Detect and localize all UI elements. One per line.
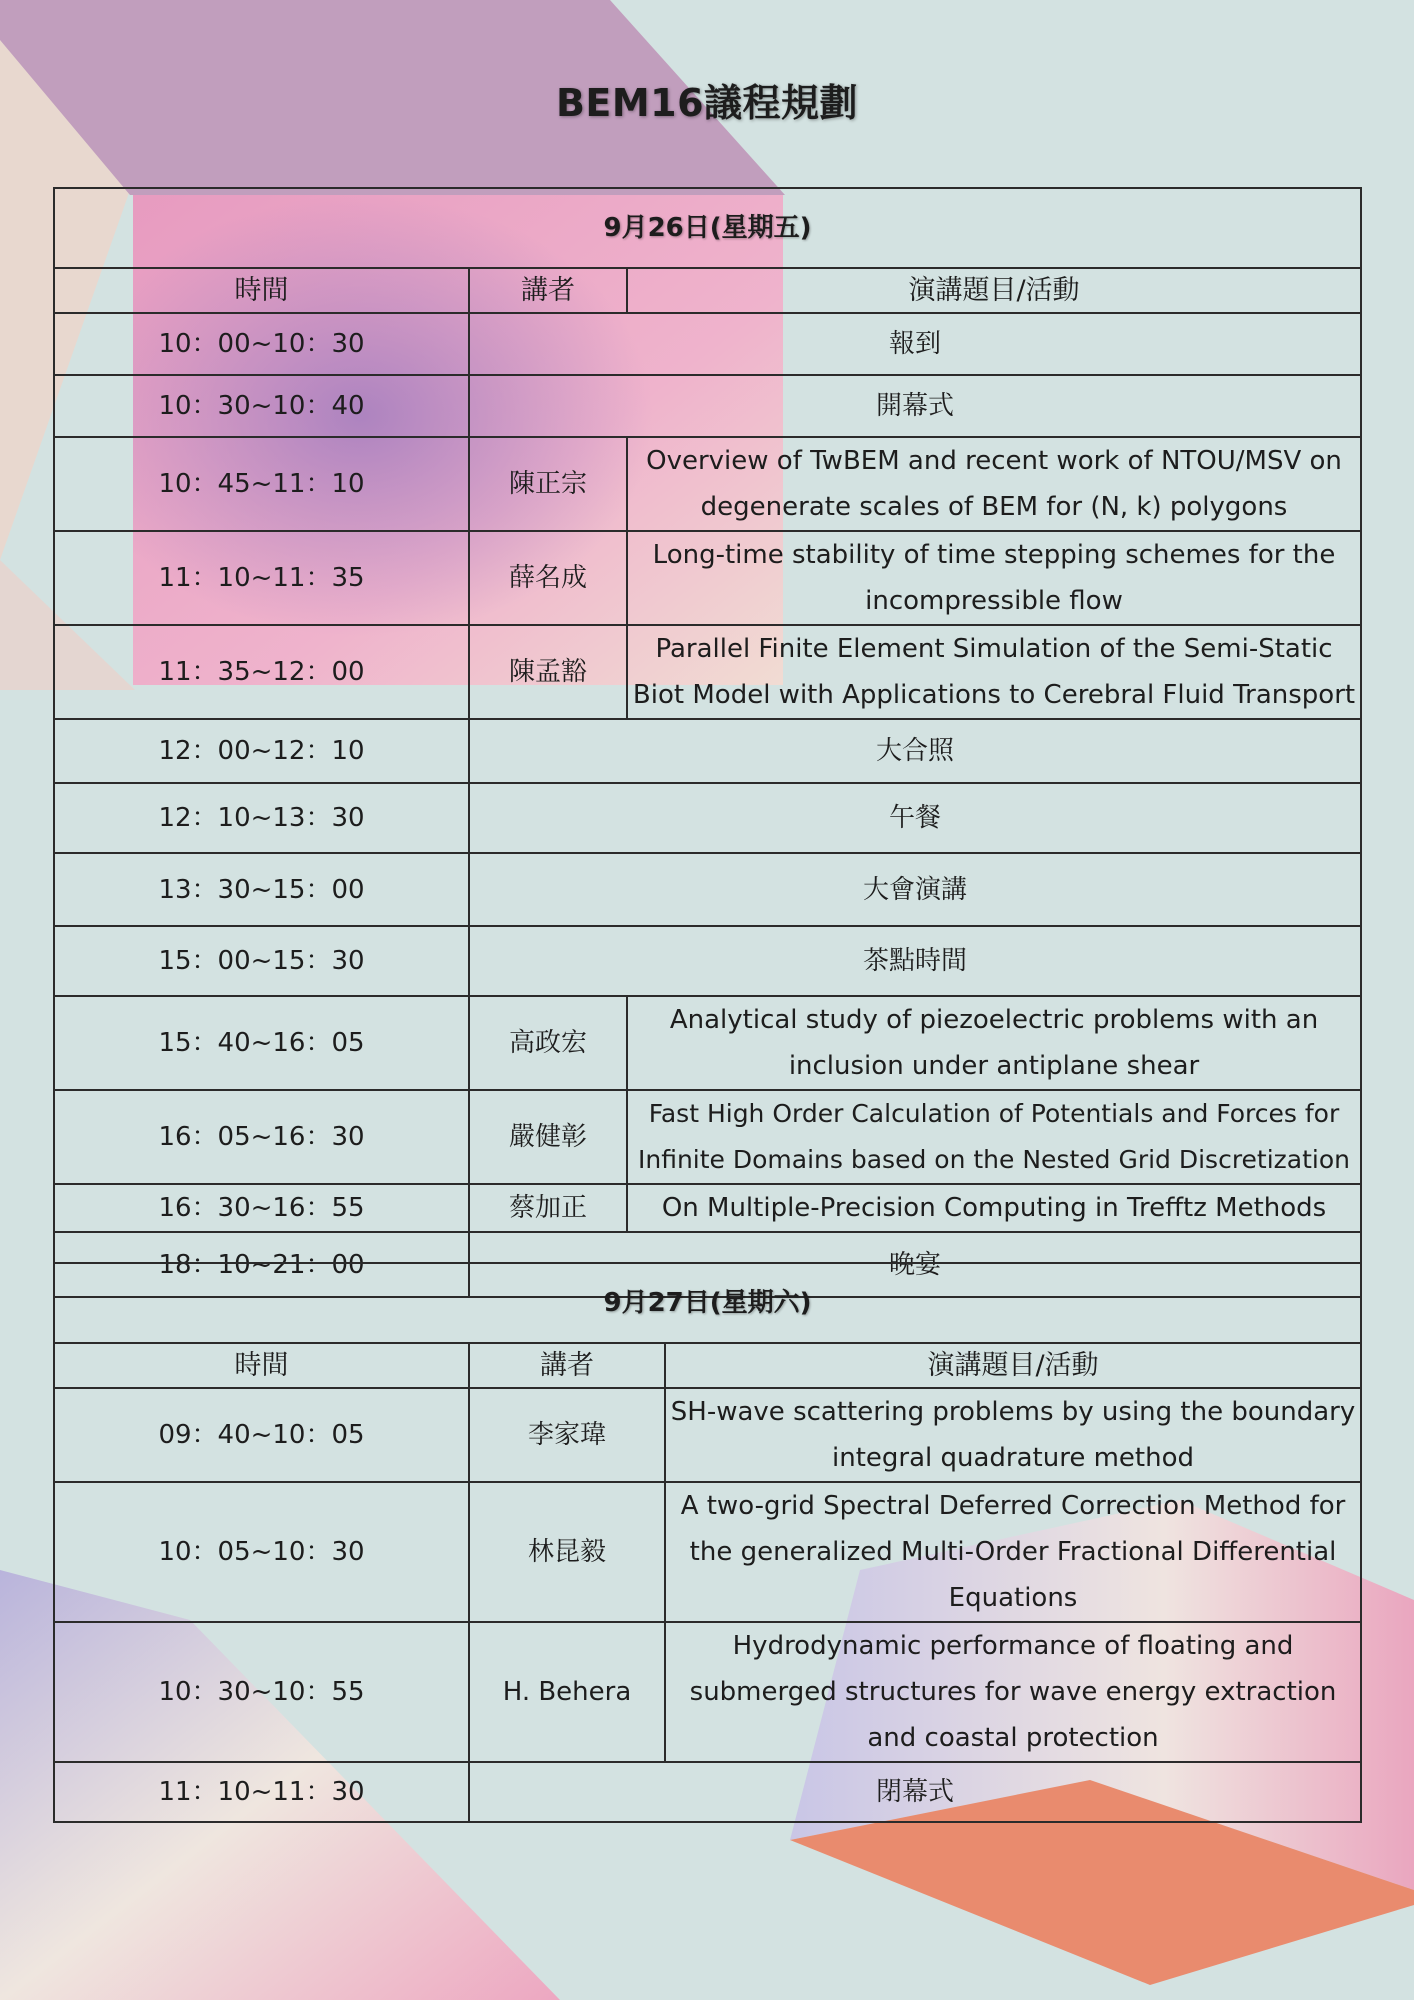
schedule-day2-table bbox=[53, 1262, 1362, 1823]
time-cell: 10：00~10：30 bbox=[54, 313, 469, 375]
time-cell: 11：10~11：30 bbox=[54, 1762, 469, 1822]
topic-cell: Overview of TwBEM and recent work of NTOU/MSV on degenerate scales of BEM for (N, k) polygons bbox=[627, 437, 1361, 531]
time-cell: 10：30~10：55 bbox=[54, 1622, 469, 1762]
event-cell: 閉幕式 bbox=[469, 1762, 1361, 1822]
column-header-time: 時間 bbox=[54, 1343, 469, 1388]
topic-cell: Long-time stability of time stepping schemes for the incompressible flow bbox=[627, 531, 1361, 625]
speaker-cell: 嚴健彰 bbox=[469, 1090, 627, 1184]
topic-cell: A two-grid Spectral Deferred Correction Method for the generalized Multi-Order Fractional Differential Equations bbox=[665, 1482, 1361, 1622]
speaker-cell: 李家瑋 bbox=[469, 1388, 665, 1482]
time-cell: 09：40~10：05 bbox=[54, 1388, 469, 1482]
table-row bbox=[54, 1762, 1361, 1822]
speaker-cell: 陳孟豁 bbox=[469, 625, 627, 719]
time-cell: 12：00~12：10 bbox=[54, 719, 469, 783]
table-row bbox=[54, 625, 1361, 719]
table-row bbox=[54, 783, 1361, 853]
event-cell: 大合照 bbox=[469, 719, 1361, 783]
table-row bbox=[54, 1482, 1361, 1622]
page-title: BEM16議程規劃 bbox=[555, 81, 859, 125]
time-cell: 15：00~15：30 bbox=[54, 926, 469, 996]
table-row bbox=[54, 719, 1361, 783]
table-row bbox=[54, 1622, 1361, 1762]
topic-cell: Analytical study of piezoelectric problems with an inclusion under antiplane shear bbox=[627, 996, 1361, 1090]
speaker-cell: 陳正宗 bbox=[469, 437, 627, 531]
speaker-cell: 蔡加正 bbox=[469, 1184, 627, 1232]
time-cell: 16：30~16：55 bbox=[54, 1184, 469, 1232]
day1-heading: 9月26日(星期五) bbox=[54, 188, 1361, 268]
topic-cell: Fast High Order Calculation of Potentials and Forces for Infinite Domains based on the Nested Grid Discretization bbox=[627, 1090, 1361, 1184]
table-row bbox=[54, 375, 1361, 437]
table-row bbox=[54, 926, 1361, 996]
table-row bbox=[54, 437, 1361, 531]
time-cell: 11：10~11：35 bbox=[54, 531, 469, 625]
day2-heading: 9月27日(星期六) bbox=[54, 1263, 1361, 1343]
column-header-speaker: 講者 bbox=[469, 268, 627, 313]
speaker-cell: H. Behera bbox=[469, 1622, 665, 1762]
event-cell: 報到 bbox=[469, 313, 1361, 375]
topic-cell: Parallel Finite Element Simulation of the Semi-Static Biot Model with Applications to Cerebral Fluid Transport bbox=[627, 625, 1361, 719]
column-header-topic: 演講題目/活動 bbox=[665, 1343, 1361, 1388]
column-header-speaker: 講者 bbox=[469, 1343, 665, 1388]
time-cell: 13：30~15：00 bbox=[54, 853, 469, 926]
time-cell: 16：05~16：30 bbox=[54, 1090, 469, 1184]
time-cell: 12：10~13：30 bbox=[54, 783, 469, 853]
time-cell: 10：45~11：10 bbox=[54, 437, 469, 531]
table-row bbox=[54, 1090, 1361, 1184]
column-header-time: 時間 bbox=[54, 268, 469, 313]
speaker-cell: 高政宏 bbox=[469, 996, 627, 1090]
table-row bbox=[54, 853, 1361, 926]
topic-cell: Hydrodynamic performance of floating and submerged structures for wave energy extraction and coastal protection bbox=[665, 1622, 1361, 1762]
table-row bbox=[54, 1388, 1361, 1482]
topic-cell: On Multiple-Precision Computing in Trefftz Methods bbox=[627, 1184, 1361, 1232]
time-cell: 10：30~10：40 bbox=[54, 375, 469, 437]
time-cell: 18：10~21：00 bbox=[54, 1232, 469, 1297]
event-cell: 開幕式 bbox=[469, 375, 1361, 437]
column-header-topic: 演講題目/活動 bbox=[627, 268, 1361, 313]
table-row bbox=[54, 531, 1361, 625]
speaker-cell: 林昆毅 bbox=[469, 1482, 665, 1622]
table-row bbox=[54, 313, 1361, 375]
time-cell: 11：35~12：00 bbox=[54, 625, 469, 719]
event-cell: 午餐 bbox=[469, 783, 1361, 853]
event-cell: 晚宴 bbox=[469, 1232, 1361, 1297]
schedule-day1-table bbox=[53, 187, 1362, 1298]
table-row bbox=[54, 1184, 1361, 1232]
speaker-cell: 薛名成 bbox=[469, 531, 627, 625]
event-cell: 大會演講 bbox=[469, 853, 1361, 926]
time-cell: 10：05~10：30 bbox=[54, 1482, 469, 1622]
table-row bbox=[54, 996, 1361, 1090]
topic-cell: SH-wave scattering problems by using the boundary integral quadrature method bbox=[665, 1388, 1361, 1482]
time-cell: 15：40~16：05 bbox=[54, 996, 469, 1090]
event-cell: 茶點時間 bbox=[469, 926, 1361, 996]
